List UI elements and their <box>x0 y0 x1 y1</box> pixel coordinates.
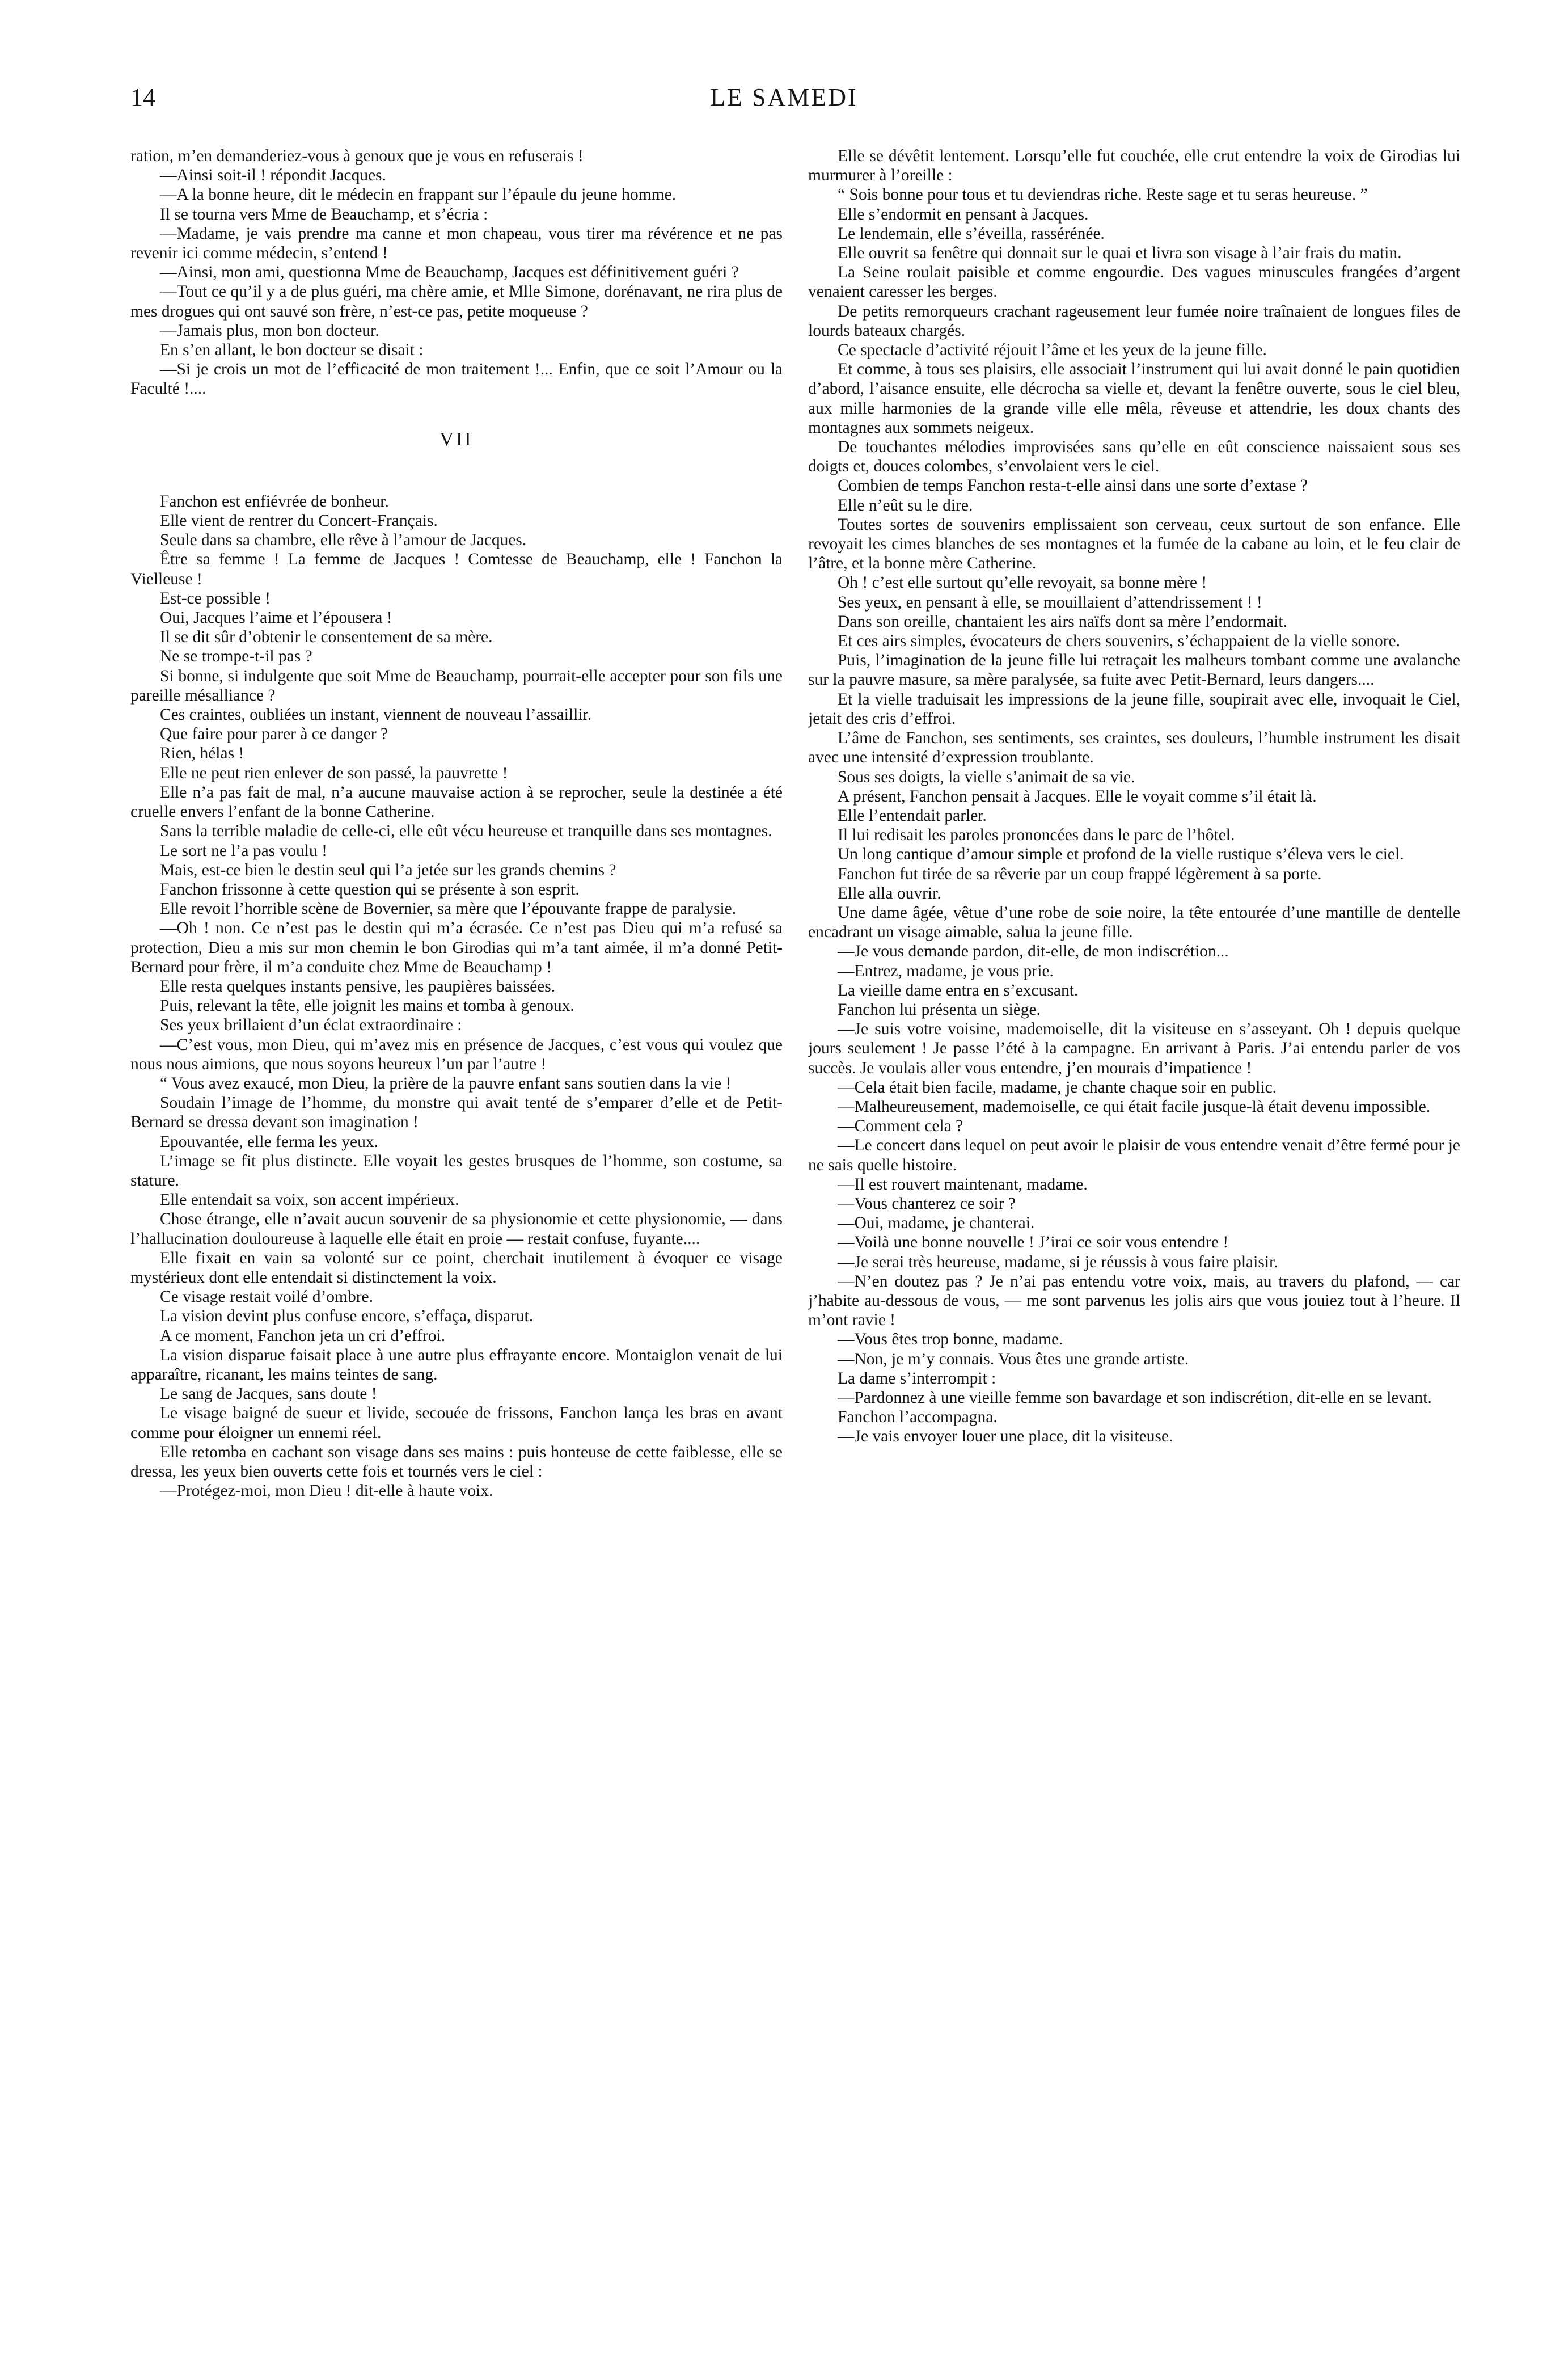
paragraph: —Non, je m’y connais. Vous êtes une grande artiste. <box>838 1350 1189 1368</box>
paragraph: —N’en doutez pas ? Je n’ai pas entendu votre voix, mais, au travers du plafond, — car j’habite au-dessous de vous, — me sont parvenus les jolis airs que vous jouiez tout à l’heure. Il m’ont ravie ! <box>808 1272 1460 1330</box>
paragraph: —C’est vous, mon Dieu, qui m’avez mis en présence de Jacques, c’est vous qui voulez que nous nous aimions, que nous soyons heureux l’un par l’autre ! <box>130 1035 783 1073</box>
paragraph: La vieille dame entra en s’excusant. <box>838 981 1079 1000</box>
paragraph: —Protégez-moi, mon Dieu ! dit-elle à haute voix. <box>160 1482 493 1500</box>
paragraph: Ces craintes, oubliées un instant, viennent de nouveau l’assaillir. <box>160 706 592 724</box>
paragraph: Que faire pour parer à ce danger ? <box>160 725 388 744</box>
paragraph: Le sang de Jacques, sans doute ! <box>160 1385 377 1403</box>
page-number: 14 <box>130 83 155 111</box>
paragraph: En s’en allant, le bon docteur se disait : <box>160 341 424 360</box>
paragraph: A ce moment, Fanchon jeta un cri d’effroi. <box>160 1326 446 1345</box>
paragraph: —Voilà une bonne nouvelle ! J’irai ce soir vous entendre ! <box>838 1233 1229 1252</box>
paragraph: —Ainsi soit-il ! répondit Jacques. <box>160 166 387 185</box>
paragraph: Ce spectacle d’activité réjouit l’âme et les yeux de la jeune fille. <box>838 341 1267 360</box>
paragraph: “ Sois bonne pour tous et tu deviendras riche. Reste sage et tu seras heureuse. ” <box>838 185 1368 204</box>
paragraph: Il se dit sûr d’obtenir le consentement de sa mère. <box>160 628 493 647</box>
paragraph: La Seine roulait paisible et comme engourdie. Des vagues minuscules frangées d’argent venaient caresser les berges. <box>808 263 1460 301</box>
paragraph: Sous ses doigts, la vielle s’animait de sa vie. <box>838 768 1135 786</box>
paragraph: Le sort ne l’a pas voulu ! <box>160 841 327 860</box>
paragraph: —Oui, madame, je chanterai. <box>838 1214 1035 1233</box>
paragraph: Elle retomba en cachant son visage dans ses mains : puis honteuse de cette faiblesse, elle se dressa, les yeux bien ouverts cette fois et tournés vers le ciel : <box>130 1443 783 1481</box>
paragraph: Rien, hélas ! <box>160 744 244 763</box>
paragraph: —Je suis votre voisine, mademoiselle, dit la visiteuse en s’asseyant. Oh ! depuis quelque jours seulement ! Je passe l’été à la campagne. En arrivant à Paris. J’ai entendu parler de vos succès. Je voulais aller vous entendre, j’en mourais d’impatience ! <box>808 1020 1460 1077</box>
paragraph: Si bonne, si indulgente que soit Mme de Beauchamp, pourrait-elle accepter pour son fils une pareille mésalliance ? <box>130 667 783 705</box>
paragraph: Elle alla ouvrir. <box>838 884 941 903</box>
paragraph: Fanchon lui présenta un siège. <box>838 1000 1041 1019</box>
paragraph: De touchantes mélodies improvisées sans qu’elle en eût conscience naissaient sous ses doigts et, douces colombes, s’envolaient vers le ciel. <box>808 438 1460 476</box>
paragraph: Epouvantée, elle ferma les yeux. <box>160 1132 378 1151</box>
paragraph: De petits remorqueurs crachant rageusement leur fumée noire traînaient de longues files de lourds bateaux chargés. <box>808 302 1460 340</box>
right-column <box>808 146 1460 2336</box>
paragraph: Elle s’endormit en pensant à Jacques. <box>838 205 1089 224</box>
paragraph: Et la vielle traduisait les impressions de la jeune fille, soupirait avec elle, invoquait le Ciel, jetait des cris d’effroi. <box>808 690 1460 728</box>
paragraph: Est-ce possible ! <box>160 589 271 608</box>
paragraph: L’âme de Fanchon, ses sentiments, ses craintes, ses douleurs, l’humble instrument les disait avec une intensité d’expression troublante. <box>808 729 1460 767</box>
paragraph: Elle vient de rentrer du Concert-Français. <box>160 512 438 530</box>
paragraph: —Tout ce qu’il y a de plus guéri, ma chère amie, et Mlle Simone, dorénavant, ne rira plus de mes drogues qui ont sauvé son frère, n’est-ce pas, petite moqueuse ? <box>130 282 783 321</box>
paragraph: Puis, l’imagination de la jeune fille lui retraçait les malheurs tombant comme une avalanche sur la pauvre masure, sa mère paralysée, sa fuite avec Petit-Bernard, leurs dangers.... <box>808 651 1460 689</box>
paragraph: Dans son oreille, chantaient les airs naïfs dont sa mère l’endormait. <box>838 612 1287 631</box>
paragraph: —Je vous demande pardon, dit-elle, de mon indiscrétion... <box>838 942 1229 961</box>
paragraph: Seule dans sa chambre, elle rêve à l’amour de Jacques. <box>160 531 527 550</box>
paragraph: —Le concert dans lequel on peut avoir le plaisir de vous entendre venait d’être fermé pour je ne sais quelle histoire. <box>808 1136 1460 1174</box>
paragraph: A présent, Fanchon pensait à Jacques. Elle le voyait comme s’il était là. <box>838 787 1317 806</box>
paragraph: Elle resta quelques instants pensive, les paupières baissées. <box>160 977 556 996</box>
paragraph: Mais, est-ce bien le destin seul qui l’a jetée sur les grands chemins ? <box>160 861 616 879</box>
paragraph: —Je serai très heureuse, madame, si je réussis à vous faire plaisir. <box>838 1253 1278 1271</box>
paragraph: —Il est rouvert maintenant, madame. <box>838 1175 1088 1194</box>
paragraph: —Vous chanterez ce soir ? <box>838 1194 1016 1213</box>
paragraph: Ne se trompe-t-il pas ? <box>160 647 312 666</box>
paragraph: Puis, relevant la tête, elle joignit les mains et tomba à genoux. <box>160 997 574 1015</box>
paragraph: Oui, Jacques l’aime et l’épousera ! <box>160 609 392 627</box>
paragraph: —Entrez, madame, je vous prie. <box>838 962 1054 980</box>
paragraph: L’image se fit plus distincte. Elle voyait les gestes brusques de l’homme, son costume, sa stature. <box>130 1152 783 1190</box>
paragraph: Et ces airs simples, évocateurs de chers souvenirs, s’échappaient de la vielle sonore. <box>838 632 1400 651</box>
paragraph: Elle se dévêtit lentement. Lorsqu’elle fut couchée, elle crut entendre la voix de Girodias lui murmurer à l’oreille : <box>808 147 1460 185</box>
paragraph: —Comment cela ? <box>838 1117 963 1136</box>
left-column-text-after <box>130 492 783 1501</box>
paragraph: ration, m’en demanderiez-vous à genoux que je vous en refuserais ! <box>130 147 584 165</box>
paragraph: Elle l’entendait parler. <box>838 806 987 825</box>
paragraph: Le lendemain, elle s’éveilla, rassérénée. <box>838 224 1105 243</box>
paragraph: Ses yeux brillaient d’un éclat extraordinaire : <box>160 1016 462 1035</box>
paragraph: Oh ! c’est elle surtout qu’elle revoyait, sa bonne mère ! <box>838 574 1207 592</box>
paragraph: Elle revoit l’horrible scène de Bovernier, sa mère que l’épouvante frappe de paralysie. <box>160 900 737 918</box>
journal-title: LE SAMEDI <box>710 83 858 111</box>
paragraph: —A la bonne heure, dit le médecin en frappant sur l’épaule du jeune homme. <box>160 185 677 204</box>
paragraph: Il se tourna vers Mme de Beauchamp, et s’écria : <box>160 205 488 224</box>
paragraph: Le visage baigné de sueur et livide, secouée de frissons, Fanchon lança les bras en avant comme pour éloigner un ennemi réel. <box>130 1404 783 1442</box>
paragraph: Un long cantique d’amour simple et profond de la vielle rustique s’éleva vers le ciel. <box>838 845 1404 864</box>
paragraph: Fanchon l’accompagna. <box>838 1408 998 1427</box>
left-column-text-before <box>130 146 783 399</box>
paragraph: La dame s’interrompit : <box>838 1369 996 1388</box>
right-column-text <box>808 146 1460 1447</box>
paragraph: “ Vous avez exaucé, mon Dieu, la prière de la pauvre enfant sans soutien dans la vie ! <box>160 1074 732 1093</box>
paragraph: Elle entendait sa voix, son accent impérieux. <box>160 1191 459 1209</box>
paragraph: Ses yeux, en pensant à elle, se mouillaient d’attendrissement ! ! <box>838 593 1262 612</box>
paragraph: Fanchon fut tirée de sa rêverie par un coup frappé légèrement à sa porte. <box>838 865 1322 883</box>
paragraph: Elle fixait en vain sa volonté sur ce point, cherchait inutilement à évoquer ce visage mystérieux dont elle entendait si distinctement la voix. <box>130 1249 783 1287</box>
paragraph: —Madame, je vais prendre ma canne et mon chapeau, vous tirer ma révérence et ne pas revenir ici comme médecin, s’entend ! <box>130 224 783 263</box>
paragraph: —Pardonnez à une vieille femme son bavardage et son indiscrétion, dit-elle en se levant. <box>838 1389 1432 1407</box>
paragraph: Ce visage restait voilé d’ombre. <box>160 1288 374 1306</box>
paragraph: Combien de temps Fanchon resta-t-elle ainsi dans une sorte d’extase ? <box>838 477 1308 495</box>
left-column <box>130 146 783 2336</box>
paragraph: Elle ne peut rien enlever de son passé, la pauvrette ! <box>160 764 508 782</box>
page-header <box>0 0 1568 119</box>
paragraph: —Oh ! non. Ce n’est pas le destin qui m’a écrasée. Ce n’est pas Dieu qui m’a refusé sa protection, Dieu a mis sur mon chemin le bon Girodias qui m’a tant aimée, il m’a donné Petit-Bernard pour frère, il m’a conduite chez Mme de Beauchamp ! <box>130 919 783 976</box>
paragraph: —Malheureusement, mademoiselle, ce qui était facile jusque-là était devenu impossible. <box>838 1097 1431 1116</box>
paragraph: —Si je crois un mot de l’efficacité de mon traitement !... Enfin, que ce soit l’Amour ou la Faculté !.... <box>130 360 783 398</box>
paragraph: —Vous êtes trop bonne, madame. <box>838 1330 1063 1349</box>
paragraph: Fanchon frissonne à cette question qui se présente à son esprit. <box>160 880 580 899</box>
paragraph: —Jamais plus, mon bon docteur. <box>160 321 379 340</box>
paragraph: Toutes sortes de souvenirs emplissaient son cerveau, ceux surtout de son enfance. Elle revoyait les cimes blanches de ses montagnes et la fumée de la cabane au loin, et le feu clair de l’âtre, et la bonne mère Catherine. <box>808 515 1460 573</box>
paragraph: —Je vais envoyer louer une place, dit la visiteuse. <box>838 1427 1173 1446</box>
paragraph: Soudain l’image de l’homme, du monstre qui avait tenté de s’emparer d’elle et de Petit-Bernard se dressa devant son imagination ! <box>130 1094 783 1132</box>
paragraph: Une dame âgée, vêtue d’une robe de soie noire, la tête entourée d’une mantille de dentelle encadrant un visage aimable, salua la jeune fille. <box>808 903 1460 942</box>
chapter-heading: VII <box>439 428 474 450</box>
paragraph: Fanchon est enfiévrée de bonheur. <box>160 492 389 511</box>
paragraph: Sans la terrible maladie de celle-ci, elle eût vécu heureuse et tranquille dans ses montagnes. <box>160 822 772 841</box>
paragraph: Elle n’eût su le dire. <box>838 496 973 515</box>
paragraph: Être sa femme ! La femme de Jacques ! Comtesse de Beauchamp, elle ! Fanchon la Vielleuse ! <box>130 550 783 588</box>
paragraph: Et comme, à tous ses plaisirs, elle associait l’instrument qui lui avait donné le pain quotidien d’abord, l’aisance ensuite, elle décrocha sa vielle et, devant la fenêtre ouverte, sous le ciel bleu, aux mille harmonies de la grande ville elle mêla, rêveuse et attendrie, les doux chants des montagnes aux sommets neigeux. <box>808 360 1460 437</box>
paragraph: Elle n’a pas fait de mal, n’a aucune mauvaise action à se reprocher, seule la destinée a été cruelle envers l’enfant de la bonne Catherine. <box>130 783 783 821</box>
paragraph: La vision disparue faisait place à une autre plus effrayante encore. Montaiglon venait de lui apparaître, ricanant, les mains teintes de sang. <box>130 1346 783 1384</box>
paragraph: Chose étrange, elle n’avait aucun souvenir de sa physionomie et cette physionomie, — dans l’hallucination douloureuse à laquelle elle était en proie — restait confuse, fuyante.... <box>130 1210 783 1248</box>
paragraph: Elle ouvrit sa fenêtre qui donnait sur le quai et livra son visage à l’air frais du matin. <box>838 244 1402 263</box>
paragraph: Il lui redisait les paroles prononcées dans le parc de l’hôtel. <box>838 826 1235 845</box>
paragraph: —Ainsi, mon ami, questionna Mme de Beauchamp, Jacques est définitivement guéri ? <box>160 263 739 282</box>
paragraph: —Cela était bien facile, madame, je chante chaque soir en public. <box>838 1078 1277 1097</box>
paragraph: La vision devint plus confuse encore, s’effaça, disparut. <box>160 1307 534 1326</box>
